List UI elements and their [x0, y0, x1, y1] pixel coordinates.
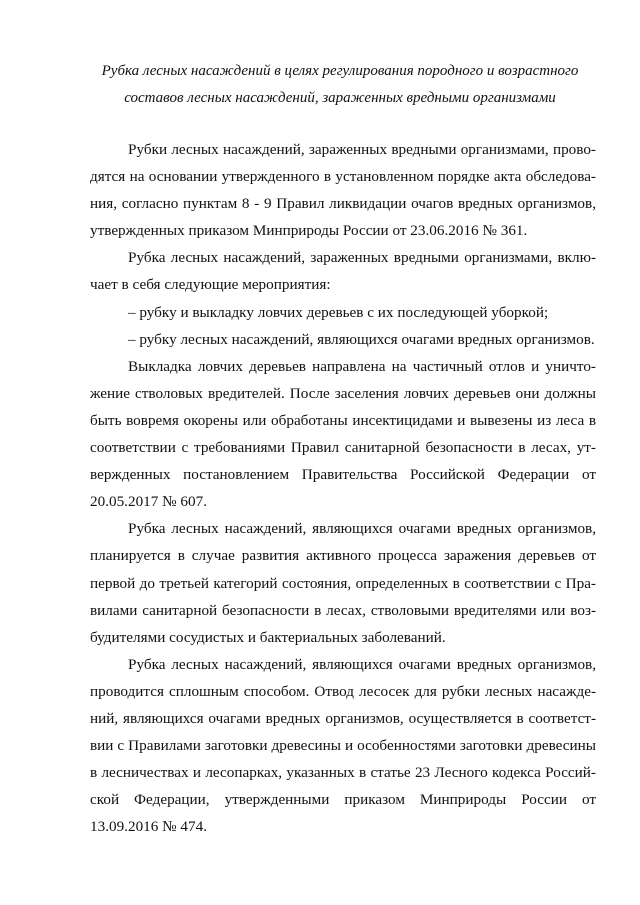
text-line: вилами санитарной безопасности в лесах, стволовыми вредителями или воз- [90, 601, 596, 619]
text-line: 20.05.2017 № 607. [90, 493, 208, 511]
text-line: Рубка лесных насаждений, являющихся очагами вредных организмов, [128, 655, 596, 673]
text-line: проводится сплошным способом. Отвод лесосек для рубки лесных насажде- [90, 682, 596, 700]
paragraph [90, 651, 596, 841]
text-line: будителями сосудистых и бактериальных заболеваний. [90, 628, 446, 646]
title-line: составов лесных насаждений, зараженных вредными организмами [124, 90, 556, 106]
paragraph [90, 136, 596, 244]
text-line: планируется в случае развития активного процесса заражения деревьев от [90, 547, 596, 565]
text-line: – рубку и выкладку ловчих деревьев с их последующей уборкой; [128, 303, 549, 321]
text-line: вержденных постановлением Правительства Российской Федерации от [90, 466, 596, 484]
text-line: Рубка лесных насаждений, зараженных вредными организмами, вклю- [128, 249, 596, 267]
text-line: Рубки лесных насаждений, зараженных вредными организмами, прово- [128, 141, 596, 158]
text-line: ний, являющихся очагами вредных организмов, осуществляется в соответст- [90, 709, 596, 727]
text-line: дятся на основании утвержденного в установленном порядке акта обследова- [90, 168, 596, 186]
text-line: Рубка лесных насаждений, являющихся очагами вредных организмов, [128, 520, 596, 538]
paragraph [90, 353, 596, 516]
text-line: соответствии с требованиями Правил санитарной безопасности в лесах, ут- [90, 439, 596, 457]
text-line: жение стволовых вредителей. После заселения ловчих деревьев они должны [90, 384, 596, 402]
paragraph [90, 244, 596, 298]
text-line: Выкладка ловчих деревьев направлена на частичный отлов и уничто- [128, 357, 596, 375]
title-line: Рубка лесных насаждений в целях регулирования породного и возрастного [101, 63, 579, 79]
text-line: 13.09.2016 № 474. [90, 818, 208, 836]
text-line: в лесничествах и лесопарках, указанных в статье 23 Лесного кодекса Россий- [90, 764, 596, 782]
text-line: ния, согласно пунктам 8 - 9 Правил ликвидации очагов вредных организмов, [90, 195, 596, 213]
list-item [90, 326, 596, 353]
document-title [70, 58, 610, 112]
document-body [90, 136, 596, 840]
text-line: вии с Правилами заготовки древесины и особенностями заготовки древесины [90, 737, 596, 755]
text-line: ской Федерации, утвержденными приказом Минприроды России от [90, 791, 596, 809]
text-line: утвержденных приказом Минприроды России от 23.06.2016 № 361. [90, 222, 528, 240]
text-line: чает в себя следующие мероприятия: [90, 276, 331, 294]
text-line: первой до третьей категорий состояния, определенных в соответствии с Пра- [90, 574, 596, 592]
text-line: быть вовремя окорены или обработаны инсектицидами и вывезены из леса в [90, 411, 596, 429]
list-item [90, 299, 596, 326]
paragraph [90, 515, 596, 650]
text-line: – рубку лесных насаждений, являющихся очагами вредных организмов. [128, 330, 595, 348]
